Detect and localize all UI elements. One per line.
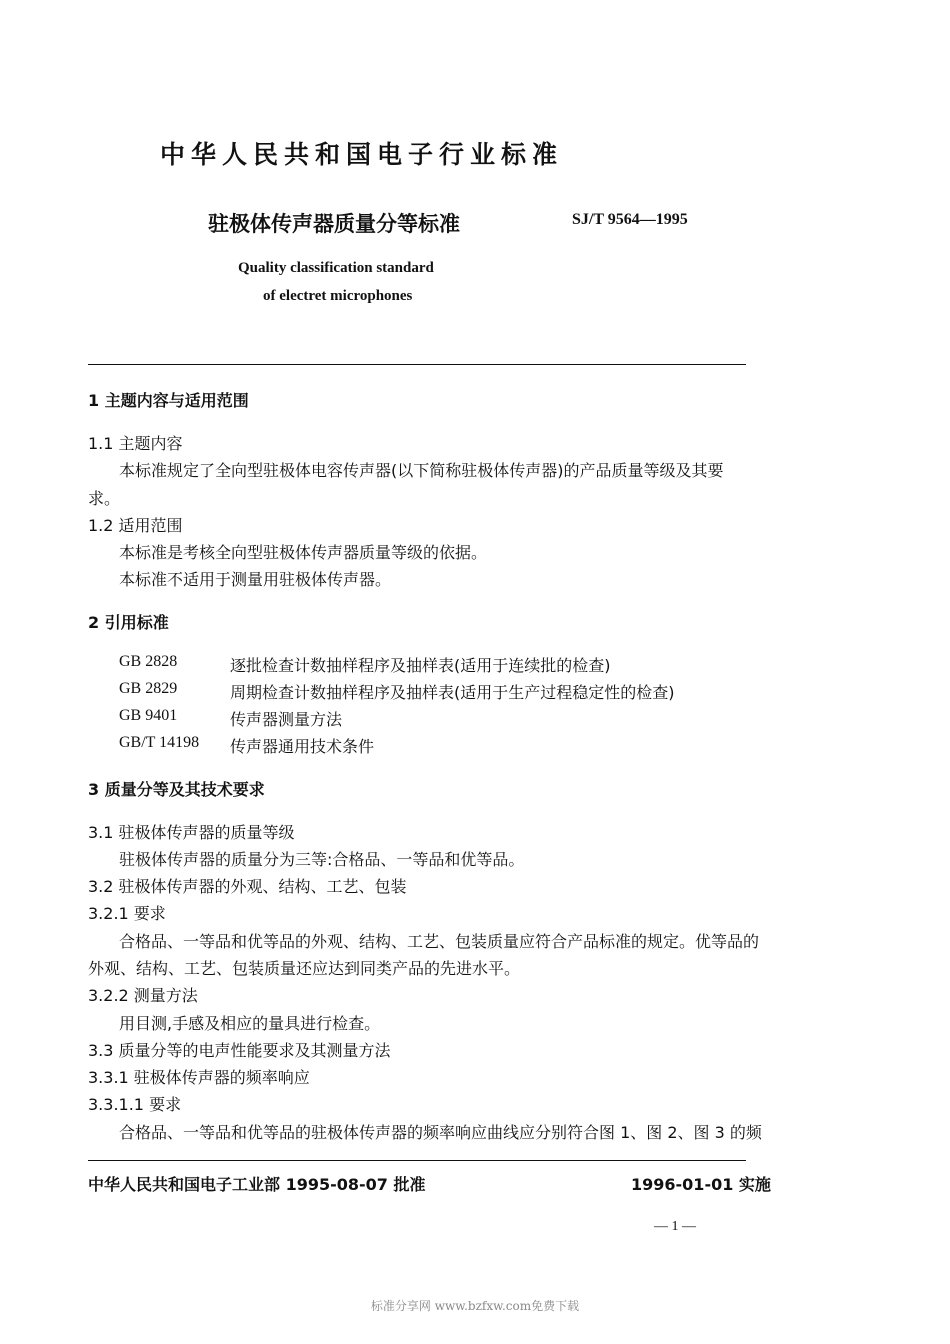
- section1-1-para-line1: 本标准规定了全向型驻极体电容传声器(以下简称驻极体传声器)的产品质量等级及其要: [119, 461, 724, 480]
- section1-2-line1: 本标准是考核全向型驻极体传声器质量等级的依据。: [119, 543, 488, 562]
- section3-2-2-heading: 3.2.2 测量方法: [88, 986, 198, 1005]
- section2-heading: 2 引用标准: [88, 613, 169, 632]
- section3-3-1-1-para: 合格品、一等品和优等品的驻极体传声器的频率响应曲线应分别符合图 1、图 2、图 3 的频: [119, 1123, 762, 1142]
- section3-2-1-line1: 合格品、一等品和优等品的外观、结构、工艺、包装质量应符合产品标准的规定。优等品的: [119, 932, 760, 951]
- standard-code: SJ/T 9564—1995: [572, 211, 688, 228]
- section1-2-heading: 1.2 适用范围: [88, 516, 183, 535]
- reference-code: GB 2829: [119, 680, 178, 697]
- reference-title: 逐批检查计数抽样程序及抽样表(适用于连续批的检查): [230, 656, 611, 675]
- reference-code: GB 9401: [119, 707, 178, 724]
- section1-2-line2: 本标准不适用于测量用驻极体传声器。: [119, 570, 392, 589]
- top-divider: [88, 364, 746, 365]
- bottom-divider: [88, 1160, 746, 1161]
- approval-line: 中华人民共和国电子工业部 1995-08-07 批准: [88, 1175, 426, 1194]
- page-number: — 1 —: [654, 1219, 696, 1234]
- section1-1-para-line2: 求。: [88, 489, 121, 508]
- watermark-text: 标准分享网 www.bzfxw.com免费下载: [370, 1299, 580, 1313]
- section3-3-1-heading: 3.3.1 驻极体传声器的频率响应: [88, 1068, 310, 1087]
- section3-heading: 3 质量分等及其技术要求: [88, 780, 265, 799]
- org-title: 中华人民共和国电子行业标准: [160, 140, 564, 169]
- section3-3-1-1-heading: 3.3.1.1 要求: [88, 1095, 182, 1114]
- section3-1-para: 驻极体传声器的质量分为三等:合格品、一等品和优等品。: [119, 850, 525, 869]
- english-title-line1: Quality classification standard: [238, 260, 434, 276]
- reference-title: 传声器测量方法: [230, 710, 343, 729]
- english-title-line2: of electret microphones: [263, 288, 413, 304]
- standard-title: 驻极体传声器质量分等标准: [208, 212, 460, 236]
- reference-code: GB 2828: [119, 653, 178, 670]
- section3-3-heading: 3.3 质量分等的电声性能要求及其测量方法: [88, 1041, 391, 1060]
- section3-2-1-heading: 3.2.1 要求: [88, 904, 166, 923]
- section1-1-heading: 1.1 主题内容: [88, 434, 183, 453]
- reference-code: GB/T 14198: [119, 734, 200, 751]
- reference-title: 传声器通用技术条件: [230, 737, 375, 756]
- section3-2-heading: 3.2 驻极体传声器的外观、结构、工艺、包装: [88, 877, 407, 896]
- section1-heading: 1 主题内容与适用范围: [88, 391, 249, 410]
- reference-title: 周期检查计数抽样程序及抽样表(适用于生产过程稳定性的检查): [230, 683, 675, 702]
- section3-2-2-para: 用目测,手感及相应的量具进行检查。: [119, 1014, 381, 1033]
- effective-date: 1996-01-01 实施: [631, 1175, 771, 1194]
- section3-2-1-line2: 外观、结构、工艺、包装质量还应达到同类产品的先进水平。: [88, 959, 521, 978]
- section3-1-heading: 3.1 驻极体传声器的质量等级: [88, 823, 295, 842]
